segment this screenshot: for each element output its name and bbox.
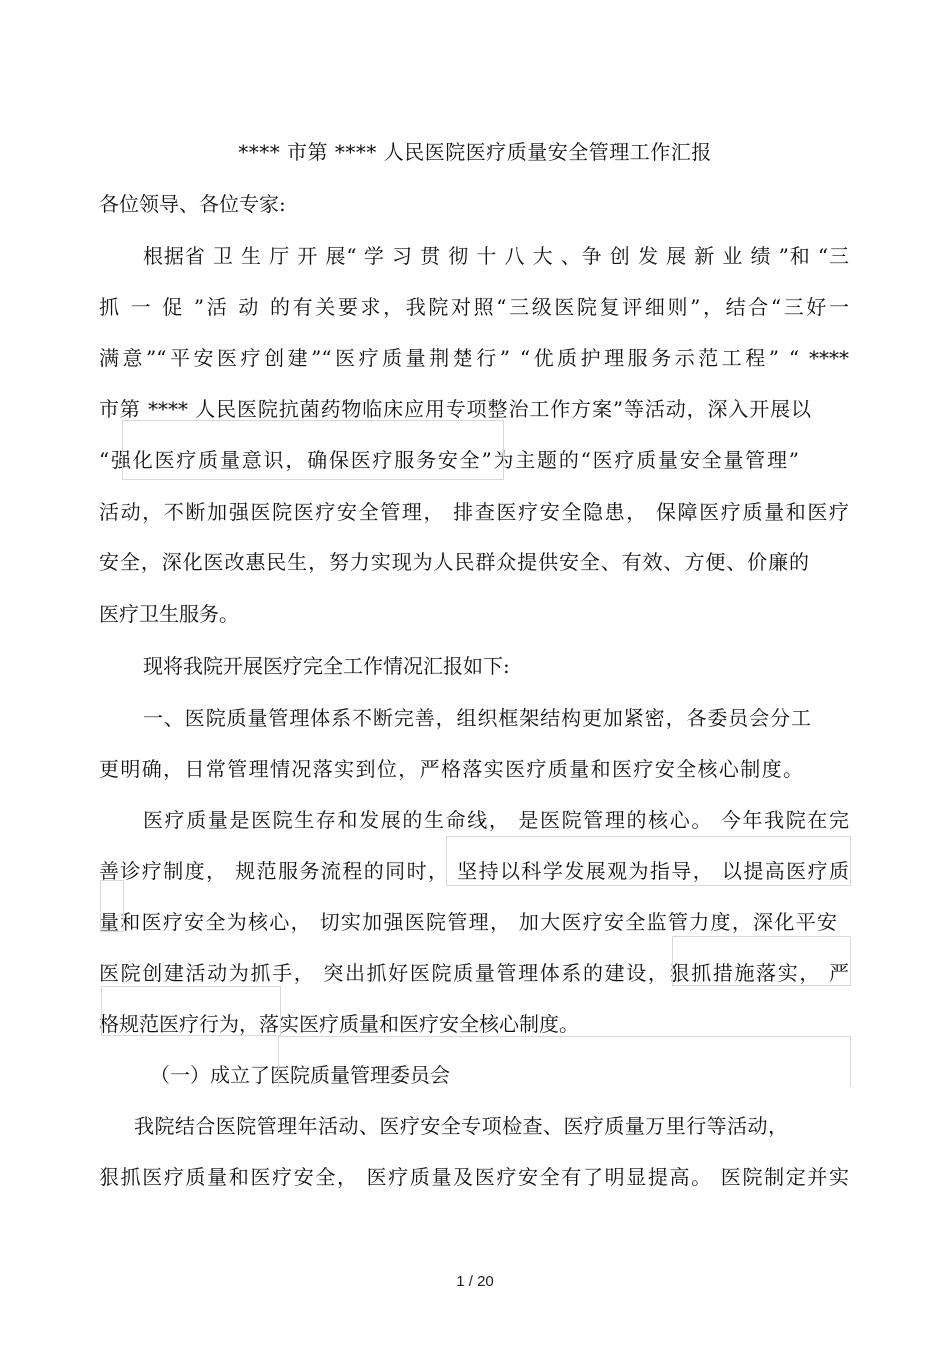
text-line-16: 医院创建活动为抓手， 突出抓好医院质量管理体系的建设，狠抓措施落实， 严 [99,961,849,985]
section-heading-1: （一）成立了医院质量管理委员会 [150,1063,450,1087]
text-line-06: “强化医疗质量意识，确保医疗服务安全”为主题的“医疗质量安全量管理” [99,448,799,472]
text-line-08: 安全，深化医改惠民生，努力实现为人民群众提供安全、有效、方便、价廉的 [99,550,809,574]
page-number: 1 / 20 [456,1273,494,1290]
text-line-07: 活动，不断加强医院医疗安全管理， 排查医疗安全隐患， 保障医疗质量和医疗 [99,500,849,524]
text-line-05: 市第 **** 人民医院抗菌药物临床应用专项整治工作方案”等活动，深入开展以 [99,397,811,421]
text-line-03: 抓 一 促 ”活 动 的有关要求，我院对照“三级医院复评细则”，结合“三好一 [99,295,849,319]
text-line-11: 一、医院质量管理体系不断完善，组织框架结构更加紧密，各委员会分工 [143,706,811,730]
text-line-15: 量和医疗安全为核心， 切实加强医院管理， 加大医疗安全监管力度，深化平安 [99,910,837,934]
text-line-02: 根据省 卫 生 厅 开 展“ 学 习 贯 彻 十 八 大 、争 创 发 展 新 业 绩 ”和 “三 [143,244,849,268]
text-line-14: 善诊疗制度， 规范服务流程的同时， 坚持以科学发展观为指导， 以提高医疗质 [99,859,849,883]
text-line-01: 各位领导、各位专家: [99,192,286,216]
text-line-19: 我院结合医院管理年活动、医疗安全专项检查、医疗质量万里行等活动， [134,1114,788,1138]
text-line-12: 更明确，日常管理情况落实到位，严格落实医疗质量和医疗安全核心制度。 [99,757,803,781]
text-line-17: 格规范医疗行为，落实医疗质量和医疗安全核心制度。 [99,1012,579,1036]
text-line-13: 医疗质量是医院生存和发展的生命线， 是医院管理的核心。 今年我院在完 [143,808,849,832]
text-line-10: 现将我院开展医疗完全工作情况汇报如下: [143,654,510,678]
text-line-04: 满意”“平安医疗创建”“医疗质量荆楚行” “优质护理服务示范工程” “ **** [99,346,849,370]
page-title: **** 市第 **** 人民医院医疗质量安全管理工作汇报 [238,140,712,164]
text-line-20: 狠抓医疗质量和医疗安全， 医疗质量及医疗安全有了明显提高。 医院制定并实 [99,1165,849,1189]
text-line-09: 医疗卫生服务。 [99,602,239,626]
